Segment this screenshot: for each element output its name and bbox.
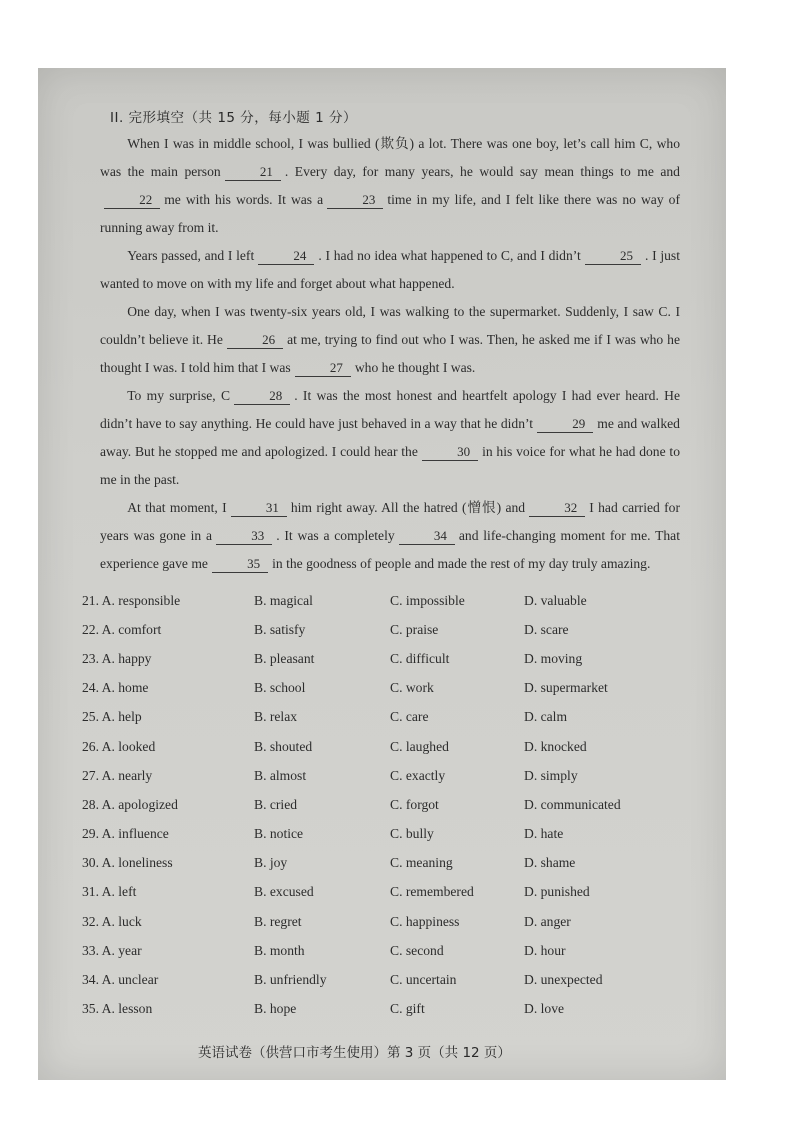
option-d: D. hour (524, 942, 566, 958)
passage-text: me with his words. It was a (164, 192, 324, 207)
option-row-25 (82, 703, 682, 732)
passage-text: At that moment, I (127, 500, 227, 515)
passage-text: who he thought I was. (354, 360, 476, 375)
passage-text: at me, trying to find out who I was. Then, he asked me if I was who he thought I was. I told him that I was (100, 332, 680, 375)
passage-text: To my surprise, C (127, 388, 231, 403)
passage-text: . Every day, for many years, he would say mean things to me and (284, 164, 680, 179)
blank-27: 27 (295, 360, 351, 377)
passage-text: time in my life, and I felt like there was no way of running away from it. (100, 192, 680, 235)
passage-text: me and walked away. But he stopped me and apologized. I could hear the (100, 416, 680, 459)
option-c: C. praise (390, 621, 439, 637)
blank-35: 35 (212, 556, 268, 573)
option-d: D. supermarket (524, 680, 608, 696)
option-c: C. second (390, 942, 444, 958)
passage-text: in his voice for what he had done to me in the past. (100, 444, 681, 487)
answer-options (82, 586, 682, 1024)
passage-text: in the goodness of people and made the rest of my day truly amazing. (272, 556, 651, 571)
option-b: B. school (254, 680, 306, 696)
option-a: 28. A. apologized (82, 796, 178, 812)
option-row-30 (82, 849, 682, 878)
option-d: D. knocked (524, 738, 587, 754)
option-b: B. cried (254, 796, 298, 812)
option-b: B. almost (254, 767, 307, 783)
blank-25: 25 (585, 248, 641, 265)
option-c: C. impossible (390, 592, 465, 608)
option-row-28 (82, 790, 682, 819)
passage-paragraph-2 (100, 242, 680, 298)
blank-22: 22 (104, 192, 160, 209)
cloze-passage (100, 130, 680, 578)
option-a: 22. A. comfort (82, 621, 162, 637)
option-a: 31. A. left (82, 884, 137, 900)
option-d: D. punished (524, 884, 590, 900)
option-c: C. bully (390, 826, 434, 842)
blank-23: 23 (327, 192, 383, 209)
option-d: D. communicated (524, 796, 621, 812)
option-c: C. uncertain (390, 972, 457, 988)
option-c: C. work (390, 680, 434, 696)
option-c: C. gift (390, 1001, 425, 1017)
option-c: C. happiness (390, 913, 460, 929)
option-a: 25. A. help (82, 709, 142, 725)
option-a: 23. A. happy (82, 650, 152, 666)
option-d: D. scare (524, 621, 569, 637)
option-row-22 (82, 615, 682, 644)
passage-paragraph-3 (100, 298, 680, 382)
option-b: B. hope (254, 1001, 297, 1017)
option-c: C. forgot (390, 796, 439, 812)
option-d: D. shame (524, 855, 576, 871)
option-row-34 (82, 965, 682, 994)
blank-30: 30 (422, 444, 478, 461)
option-c: C. exactly (390, 767, 446, 783)
option-d: D. unexpected (524, 972, 603, 988)
passage-text: . It was a completely (276, 528, 395, 543)
option-d: D. valuable (524, 592, 587, 608)
blank-26: 26 (227, 332, 283, 349)
option-a: 30. A. loneliness (82, 855, 173, 871)
option-a: 33. A. year (82, 942, 142, 958)
option-row-26 (82, 732, 682, 761)
option-d: D. simply (524, 767, 578, 783)
option-row-35 (82, 995, 682, 1024)
option-b: B. pleasant (254, 650, 315, 666)
page-footer: 英语试卷（供营口市考生使用）第 3 页（共 12 页） (198, 1045, 511, 1061)
passage-paragraph-1 (100, 130, 680, 242)
option-a: 27. A. nearly (82, 767, 153, 783)
option-a: 24. A. home (82, 680, 149, 696)
passage-text: and life-changing moment for me. That experience gave me (100, 528, 680, 571)
option-row-31 (82, 878, 682, 907)
option-row-32 (82, 907, 682, 936)
option-d: D. moving (524, 650, 583, 666)
option-row-27 (82, 761, 682, 790)
blank-34: 34 (399, 528, 455, 545)
option-a: 26. A. looked (82, 738, 156, 754)
passage-text: When I was in middle school, I was bullied (欺负) a lot. There was one boy, let’s call him C, who was the main person (100, 136, 680, 179)
option-a: 29. A. influence (82, 826, 169, 842)
exam-page (38, 68, 726, 1080)
option-b: B. excused (254, 884, 314, 900)
option-row-21 (82, 586, 682, 615)
passage-text: Years passed, and I left (127, 248, 255, 263)
option-d: D. calm (524, 709, 568, 725)
option-c: C. difficult (390, 650, 450, 666)
passage-text: . I just wanted to move on with my life and forget about what happened. (100, 248, 680, 291)
blank-24: 24 (258, 248, 314, 265)
option-a: 34. A. unclear (82, 972, 159, 988)
blank-21: 21 (225, 164, 281, 181)
passage-text: . I had no idea what happened to C, and I didn’t (318, 248, 581, 263)
blank-32: 32 (529, 500, 585, 517)
option-a: 35. A. lesson (82, 1001, 153, 1017)
option-b: B. notice (254, 826, 304, 842)
option-b: B. magical (254, 592, 313, 608)
option-b: B. satisfy (254, 621, 306, 637)
option-b: B. unfriendly (254, 972, 327, 988)
option-c: C. laughed (390, 738, 449, 754)
option-d: D. love (524, 1001, 565, 1017)
blank-28: 28 (234, 388, 290, 405)
option-b: B. regret (254, 913, 302, 929)
option-row-24 (82, 674, 682, 703)
option-d: D. anger (524, 913, 571, 929)
blank-33: 33 (216, 528, 272, 545)
passage-text: I had carried for years was gone in a (100, 500, 681, 543)
option-row-23 (82, 644, 682, 673)
option-c: C. care (390, 709, 429, 725)
passage-paragraph-4 (100, 382, 680, 494)
option-a: 21. A. responsible (82, 592, 181, 608)
passage-text: One day, when I was twenty-six years old, I was walking to the supermarket. Suddenly, I saw C. I couldn’t believe it. He (100, 304, 680, 347)
blank-31: 31 (231, 500, 287, 517)
option-b: B. month (254, 942, 305, 958)
option-b: B. shouted (254, 738, 313, 754)
passage-text: . It was the most honest and heartfelt apology I had ever heard. He didn’t have to say anything. He could have just behaved in a way that he didn’t (100, 388, 680, 431)
option-b: B. joy (254, 855, 288, 871)
passage-text: him right away. All the hatred (憎恨) and (290, 500, 526, 515)
option-row-29 (82, 820, 682, 849)
option-b: B. relax (254, 709, 298, 725)
option-d: D. hate (524, 826, 564, 842)
blank-29: 29 (537, 416, 593, 433)
option-c: C. meaning (390, 855, 453, 871)
section-heading: II. 完形填空（共 15 分，每小题 1 分） (110, 110, 357, 126)
option-row-33 (82, 936, 682, 965)
option-c: C. remembered (390, 884, 474, 900)
option-a: 32. A. luck (82, 913, 142, 929)
passage-paragraph-5 (100, 494, 680, 578)
